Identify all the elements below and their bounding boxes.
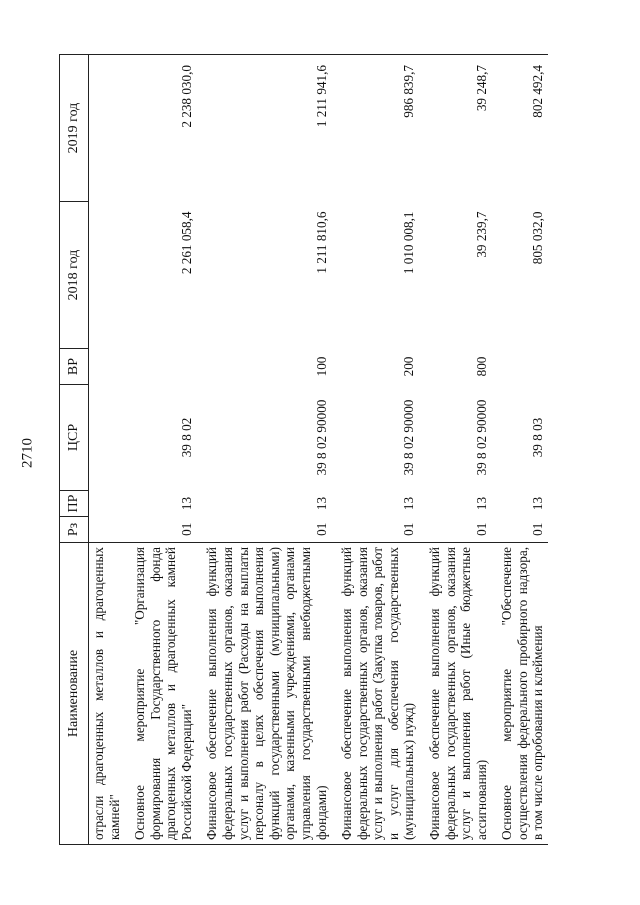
row-2019: 39 248,7 (425, 55, 491, 202)
row-2018: 2 261 058,4 (178, 211, 194, 275)
table-row (425, 55, 491, 845)
table-row (497, 55, 548, 845)
row-name: Финансовое обеспечение выполнения функций федеральных государственных органов, оказания услуг и выполнения работ (Иные бюджетные ассигнования) (425, 543, 491, 845)
row-2019: 802 492,4 (497, 55, 548, 202)
table-row (337, 55, 419, 845)
table-row (202, 55, 331, 845)
page-number: 2710 (19, 438, 36, 468)
row-csr (89, 385, 125, 491)
row-2019: 986 839,7 (337, 55, 419, 202)
row-vr: 800 (473, 356, 489, 377)
header-rz: Рз (60, 517, 89, 543)
row-2018: 1 211 810,6 (313, 211, 329, 274)
row-csr: 39 8 02 90000 (401, 399, 417, 476)
row-rz: 01 (530, 522, 546, 536)
row-vr: 200 (401, 356, 417, 377)
row-csr: 39 8 02 90000 (473, 399, 489, 476)
header-2019: 2019 год (60, 55, 89, 202)
row-rz: 01 (313, 522, 329, 536)
row-rz: 01 (473, 522, 489, 536)
header-vr: ВР (60, 349, 89, 385)
row-pr: 13 (313, 496, 329, 511)
row-name: Основное мероприятие "Обеспечение осуществления федерального пробирного надзора, в том числе опробования и клеймения (497, 543, 548, 845)
row-vr (497, 349, 548, 385)
row-name: отрасли драгоценных металлов и драгоценных камней" (89, 543, 125, 845)
row-vr: 100 (313, 356, 329, 377)
row-vr (89, 349, 125, 385)
budget-table (59, 54, 548, 845)
row-pr: 13 (401, 496, 417, 511)
row-vr (130, 349, 196, 385)
row-pr (89, 491, 125, 517)
row-rz: 01 (401, 522, 417, 536)
row-2019 (89, 55, 125, 202)
row-csr: 39 8 03 (530, 417, 546, 458)
row-pr: 13 (530, 496, 546, 511)
row-csr: 39 8 02 90000 (313, 399, 329, 476)
row-pr: 13 (473, 496, 489, 511)
row-2018: 39 239,7 (473, 211, 489, 258)
header-csr: ЦСР (60, 385, 89, 491)
row-2018 (89, 202, 125, 349)
table-row (130, 55, 196, 845)
budget-table-rotated (59, 55, 607, 845)
header-name: Наименование (60, 543, 89, 845)
table-header-row (60, 55, 89, 845)
header-2018: 2018 год (60, 202, 89, 349)
table-row (89, 55, 125, 845)
row-2018: 805 032,0 (530, 211, 546, 265)
row-csr: 39 8 02 (178, 417, 194, 458)
row-rz: 01 (178, 522, 194, 536)
row-2019: 2 238 030,0 (130, 55, 196, 202)
row-rz (89, 517, 125, 543)
row-name: Основное мероприятие "Организация формирования Государственного фонда драгоценных металлов и драгоценных камней Российской Федерации" (130, 543, 196, 845)
row-pr: 13 (178, 496, 194, 511)
row-2018: 1 010 008,1 (401, 211, 417, 275)
row-name: Финансовое обеспечение выполнения функций федеральных государственных органов, оказания услуг и выполнения работ (Закупка товаров, работ и услуг для обеспечения государственных (муниципальных) нужд) (337, 543, 419, 845)
row-2019: 1 211 941,6 (202, 55, 331, 202)
row-name: Финансовое обеспечение выполнения функций федеральных государственных органов, оказания услуг и выполнения работ (Расходы на выплаты персоналу в целях обеспечения выполнения функций государственными (муниципальными) органами, казенными учреждениями, органами управления государственными внебюджетными фондами) (202, 543, 331, 845)
header-pr: ПР (60, 491, 89, 517)
